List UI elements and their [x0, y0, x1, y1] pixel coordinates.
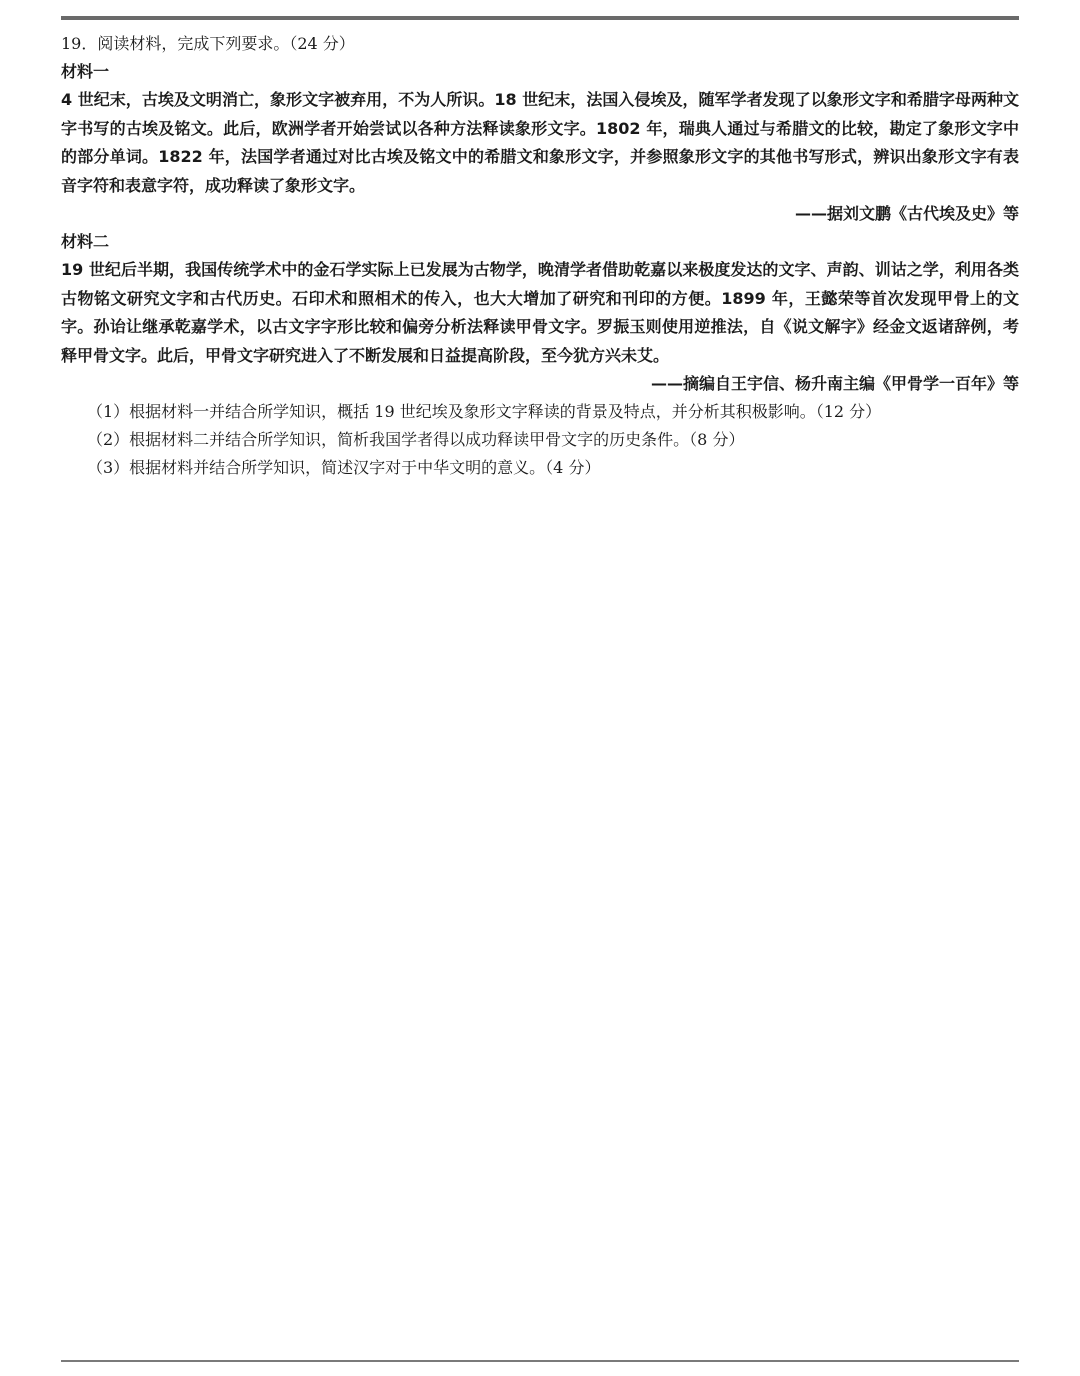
- sub-question-1: （1）根据材料一并结合所学知识，概括 19 世纪埃及象形文字释读的背景及特点，并分析其积极影响。（12 分）: [87, 402, 882, 421]
- sub-question-2: （2）根据材料二并结合所学知识，简析我国学者得以成功释读甲骨文字的历史条件。（8 分）: [87, 430, 745, 449]
- question-block: [61, 30, 1019, 482]
- question-title: 19．阅读材料，完成下列要求。（24 分）: [61, 34, 355, 53]
- material-one-source: ——据刘文鹏《古代埃及史》等: [794, 204, 1019, 223]
- material-one-body: 4 世纪末，古埃及文明消亡，象形文字被弃用，不为人所识。18 世纪末，法国入侵埃及，随军学者发现了以象形文字和希腊字母两种文字书写的古埃及铭文。此后，欧洲学者开始尝试以各种方法释读象形文字。1802 年，瑞典人通过与希腊文的比较，勘定了象形文字中的部分单词。1822 年，法国学者通过对比古埃及铭文中的希腊文和象形文字，并参照象形文字的其他书写形式，辨识出象形文字有表音字符和表意字符，成功释读了象形文字。: [61, 90, 1019, 195]
- material-two-source: ——摘编自王宇信、杨升南主编《甲骨学一百年》等: [650, 374, 1019, 393]
- top-rule: [61, 16, 1019, 20]
- bottom-rule: [61, 1360, 1019, 1362]
- material-two-heading: 材料二: [61, 232, 110, 251]
- sub-question-3: （3）根据材料并结合所学知识，简述汉字对于中华文明的意义。（4 分）: [87, 458, 601, 477]
- material-two-body: 19 世纪后半期，我国传统学术中的金石学实际上已发展为古物学，晚清学者借助乾嘉以来极度发达的文字、声韵、训诂之学，利用各类古物铭文研究文字和古代历史。石印术和照相术的传入，也大大增加了研究和刊印的方便。1899 年，王懿荣等首次发现甲骨上的文字。孙诒让继承乾嘉学术，以古文字字形比较和偏旁分析法释读甲骨文字。罗振玉则使用逆推法，自《说文解字》经金文返诸辞例，考释甲骨文字。此后，甲骨文字研究进入了不断发展和日益提高阶段，至今犹方兴未艾。: [61, 260, 1019, 365]
- material-one-heading: 材料一: [61, 62, 110, 81]
